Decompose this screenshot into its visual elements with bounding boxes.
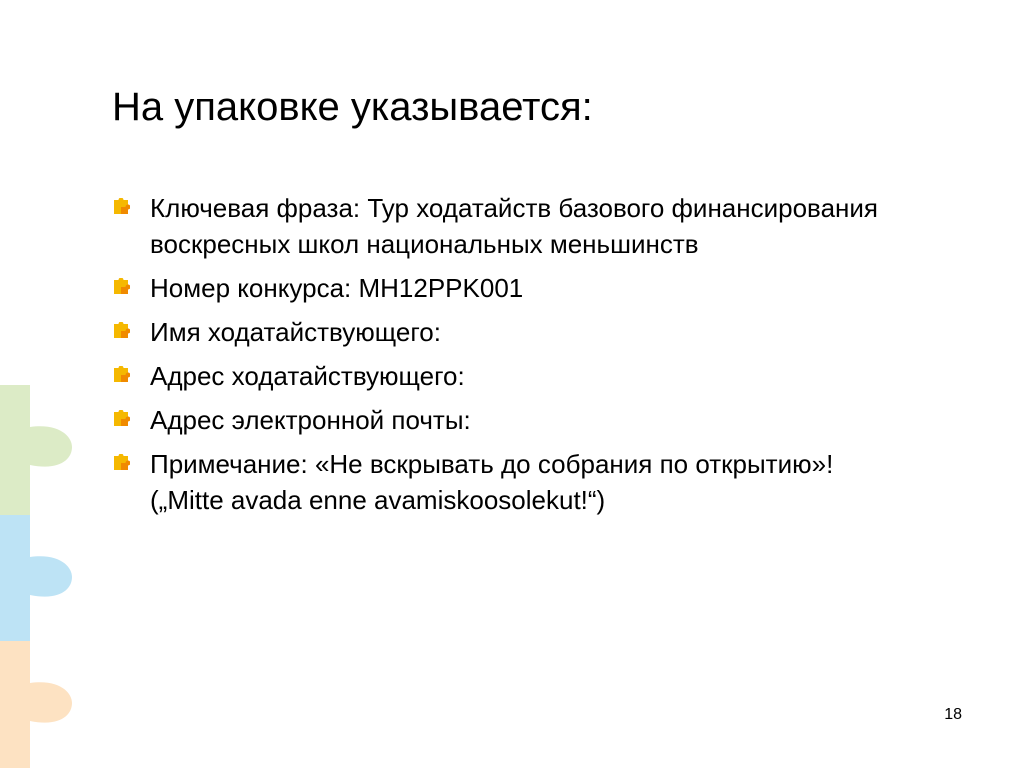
bullet-text: Ключевая фраза: Тур ходатайств базового финансирования воскресных школ национальных меньшинств xyxy=(150,193,878,259)
bullet-text: Адрес электронной почты: xyxy=(150,405,471,435)
bullet-text: Адрес ходатайствующего: xyxy=(150,361,465,391)
puzzle-piece-blue xyxy=(0,515,72,641)
page-number: 18 xyxy=(944,706,962,723)
puzzle-piece-orange xyxy=(0,641,72,768)
bullet-text: Примечание: «Не вскрывать до собрания по открытию»! („Mitte avada enne avamiskoosolekut!“) xyxy=(150,449,834,515)
bullet-item xyxy=(112,190,892,262)
puzzle-piece-icon xyxy=(112,454,130,472)
slide-title: На упаковке указывается: xyxy=(112,85,593,129)
bullet-text: Имя ходатайствующего: xyxy=(150,317,441,347)
puzzle-piece-green xyxy=(0,385,72,515)
bullet-item xyxy=(112,314,892,350)
puzzle-piece-icon xyxy=(112,410,130,428)
bullet-item xyxy=(112,358,892,394)
bullet-item xyxy=(112,446,892,518)
bullet-item xyxy=(112,402,892,438)
puzzle-piece-icon xyxy=(112,322,130,340)
puzzle-decoration xyxy=(0,385,80,768)
puzzle-piece-icon xyxy=(112,278,130,296)
puzzle-piece-icon xyxy=(112,198,130,216)
bullet-text: Номер конкурса: MH12PPK001 xyxy=(150,273,524,303)
bullet-item xyxy=(112,270,892,306)
bullet-list xyxy=(112,190,892,526)
puzzle-piece-icon xyxy=(112,366,130,384)
